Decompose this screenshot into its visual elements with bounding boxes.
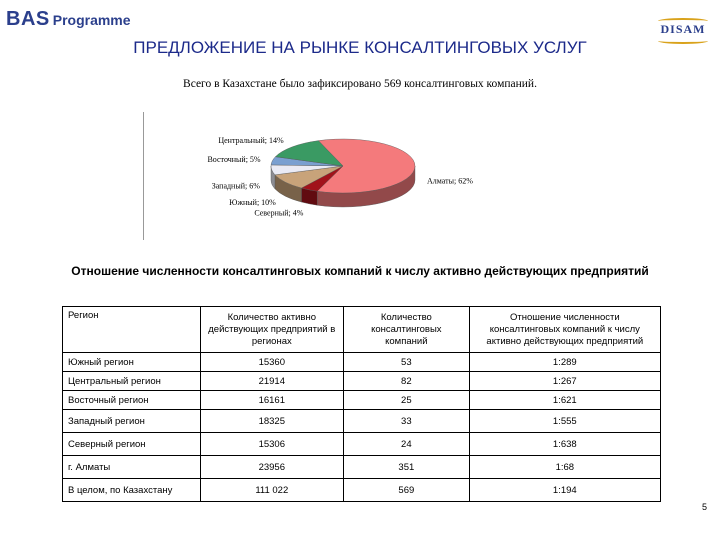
table-row	[63, 410, 661, 433]
cell-enterprises: 21914	[200, 372, 344, 391]
cell-region: Восточный регион	[63, 391, 201, 410]
cell-region: Центральный регион	[63, 372, 201, 391]
cell-ratio: 1:638	[469, 433, 660, 456]
page-subtitle: Всего в Казахстане было зафиксировано 569 консалтинговых компаний.	[183, 78, 537, 90]
cell-enterprises: 18325	[200, 410, 344, 433]
bas-programme-logo	[6, 8, 131, 31]
table-row	[63, 372, 661, 391]
cell-ratio: 1:194	[469, 479, 660, 502]
table-row	[63, 433, 661, 456]
cell-enterprises: 111 022	[200, 479, 344, 502]
cell-ratio: 1:621	[469, 391, 660, 410]
cell-ratio: 1:555	[469, 410, 660, 433]
pie-chart	[143, 112, 543, 240]
cell-companies: 53	[344, 353, 470, 372]
cell-companies: 351	[344, 456, 470, 479]
cell-enterprises: 15360	[200, 353, 344, 372]
cell-companies: 33	[344, 410, 470, 433]
cell-region: Северный регион	[63, 433, 201, 456]
pie-label-Северный: Северный; 4%	[254, 208, 304, 218]
cell-companies: 24	[344, 433, 470, 456]
pie-label-Восточный: Восточный; 5%	[207, 154, 261, 164]
cell-companies: 82	[344, 372, 470, 391]
cell-region: г. Алматы	[63, 456, 201, 479]
header-region: Регион	[63, 307, 201, 353]
cell-enterprises: 15306	[200, 433, 344, 456]
cell-ratio: 1:289	[469, 353, 660, 372]
cell-companies: 25	[344, 391, 470, 410]
page-number: 5	[702, 502, 708, 512]
pie-label-Южный: Южный; 10%	[229, 198, 276, 208]
pie-label-Алматы: Алматы; 62%	[426, 176, 473, 186]
logo-programme: Programme	[52, 12, 131, 28]
pie-label-Центральный: Центральный; 14%	[218, 135, 284, 145]
cell-enterprises: 16161	[200, 391, 344, 410]
cell-region: В целом, по Казахстану	[63, 479, 201, 502]
logo-bas: BAS	[6, 8, 50, 30]
data-table	[62, 306, 661, 502]
header-enterprises: Количество активно действующих предприятий в регионах	[200, 307, 344, 353]
table-header-row	[63, 307, 661, 353]
page-title: ПРЕДЛОЖЕНИЕ НА РЫНКЕ КОНСАЛТИНГОВЫХ УСЛУГ	[133, 38, 587, 57]
cell-region: Западный регион	[63, 410, 201, 433]
table-row	[63, 391, 661, 410]
cell-region: Южный регион	[63, 353, 201, 372]
cell-ratio: 1:267	[469, 372, 660, 391]
cell-enterprises: 23956	[200, 456, 344, 479]
header-consulting-companies: Количество консалтинговых компаний	[344, 307, 470, 353]
disam-logo-text: DISAM	[660, 22, 706, 36]
table-row	[63, 353, 661, 372]
table-row	[63, 456, 661, 479]
cell-ratio: 1:68	[469, 456, 660, 479]
pie-label-Западный: Западный; 6%	[211, 181, 260, 191]
cell-companies: 569	[344, 479, 470, 502]
table-row	[63, 479, 661, 502]
table-title: Отношение численности консалтинговых компаний к числу активно действующих предприятий	[71, 264, 649, 278]
header-ratio: Отношение численности консалтинговых компаний к числу активно действующих предприятий	[469, 307, 660, 353]
